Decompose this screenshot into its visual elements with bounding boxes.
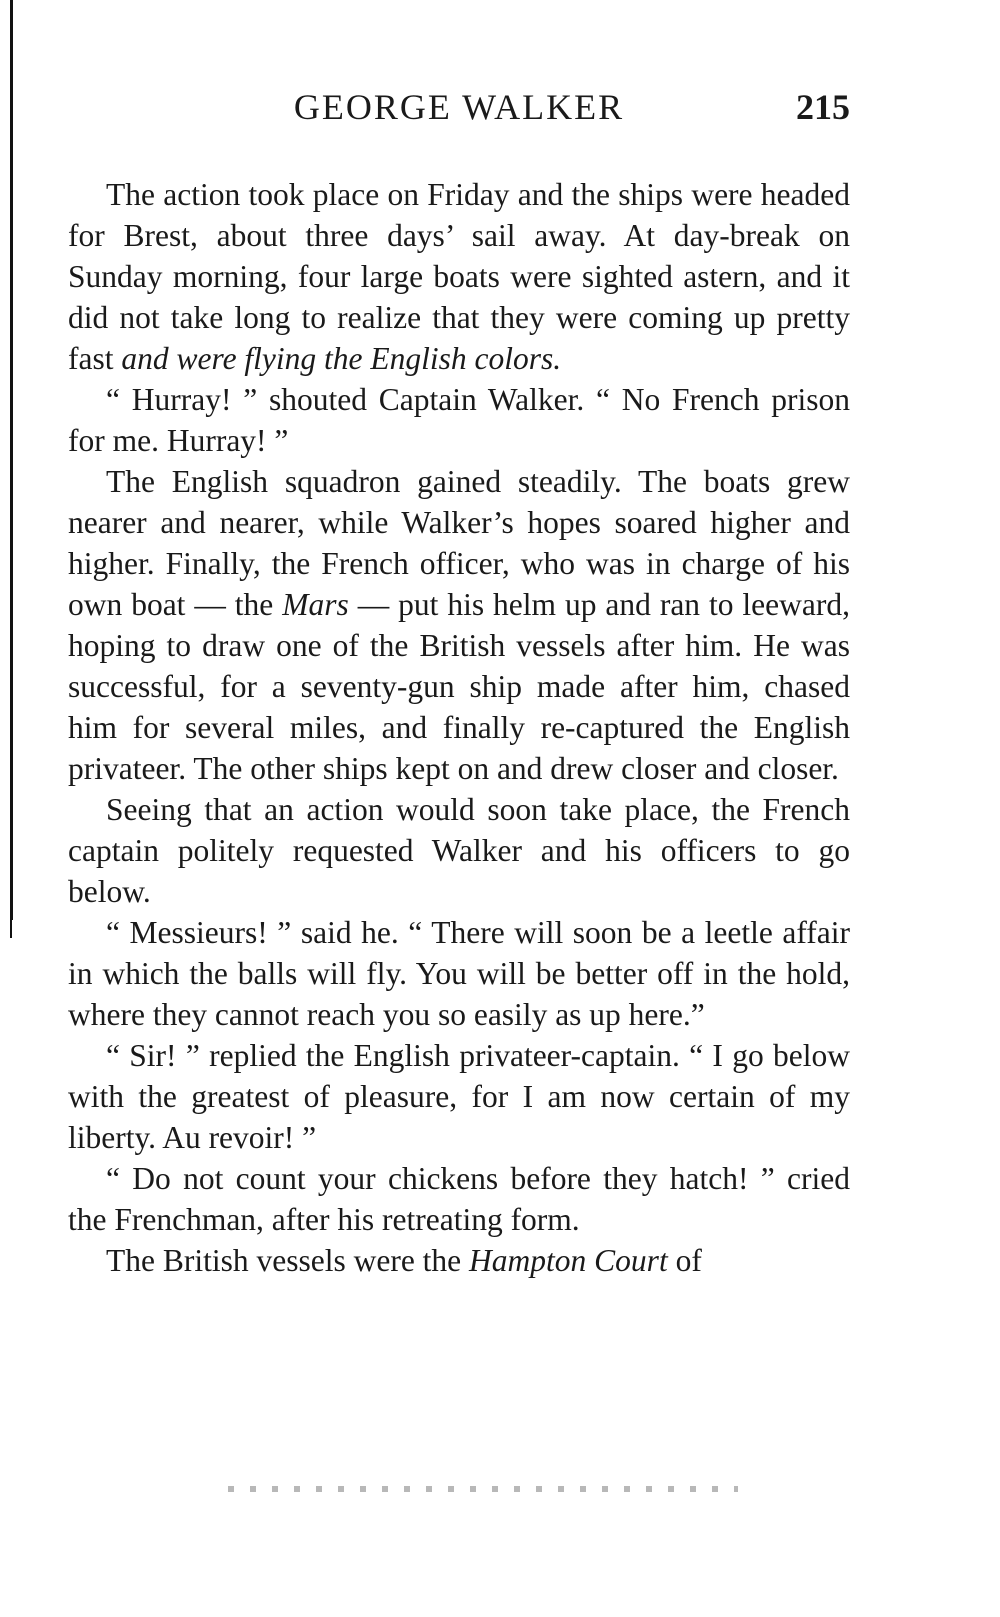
- paragraph-8-text-a: The British vessels were the: [106, 1243, 470, 1278]
- body-text: [68, 174, 850, 1281]
- paragraph-8: [68, 1240, 850, 1281]
- paragraph-7: “ Do not count your chickens before they hatch! ” cried the Frenchman, after his retreating form.: [68, 1161, 850, 1237]
- binding-edge-tick: [10, 910, 12, 938]
- paragraph-1-italic: and were flying the English colors.: [121, 341, 562, 376]
- paragraph-1-text: The action took place on Friday and the ships were headed for Brest, about three days’ sail away. At day-break on Sunday morning, four large boats were sighted astern, and it did not take long to realize that they were coming up pretty fast: [68, 177, 850, 376]
- footer-bleedthrough-marks: [228, 1486, 738, 1492]
- paragraph-8-text-b: of: [667, 1243, 702, 1278]
- paragraph-3-text-b: — put his helm up and ran to leeward, hoping to draw one of the British vessels after him. He was successful, for a seventy-gun ship made after him, chased him for several miles, and finally re-captured the English privateer. The other ships kept on and drew closer and closer.: [68, 587, 850, 786]
- ship-name-mars: Mars: [282, 587, 349, 622]
- paragraph-4: Seeing that an action would soon take place, the French captain politely requested Walker and his officers to go below.: [68, 792, 850, 909]
- paragraph-5: “ Messieurs! ” said he. “ There will soon be a leetle affair in which the balls will fly. You will be better off in the hold, where they cannot reach you so easily as up here.”: [68, 915, 850, 1032]
- page-number: 215: [796, 87, 850, 127]
- paragraph-2: “ Hurray! ” shouted Captain Walker. “ No French prison for me. Hurray! ”: [68, 382, 850, 458]
- binding-edge-line: [10, 0, 13, 920]
- paragraph-3-text-a: The English squadron gained steadily. The boats grew nearer and nearer, while Walker’s hopes soared higher and higher. Finally, the French officer, who was in charge of his own boat — the: [68, 464, 850, 622]
- paragraph-3: [68, 461, 850, 789]
- paragraph-1: [68, 174, 850, 379]
- paragraph-6: “ Sir! ” replied the English privateer-captain. “ I go below with the greatest of pleasure, for I am now certain of my liberty. Au revoir! ”: [68, 1038, 850, 1155]
- page-header: [68, 86, 850, 136]
- ship-name-hampton-court: Hampton Court: [469, 1243, 668, 1278]
- running-head: GEORGE WALKER: [293, 87, 625, 127]
